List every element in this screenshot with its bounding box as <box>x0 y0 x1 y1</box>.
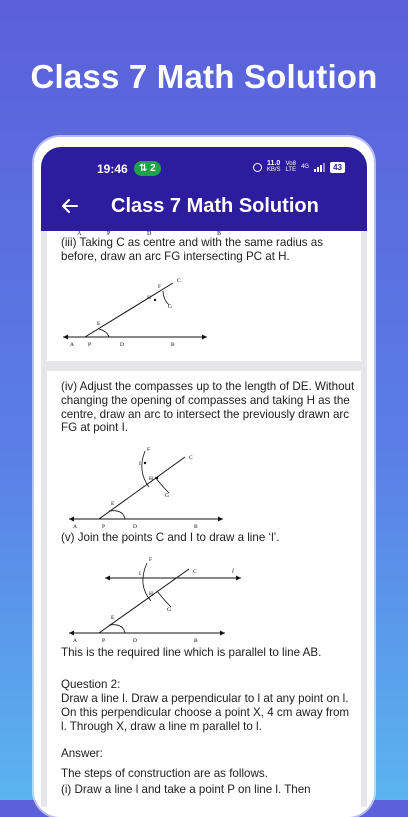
phone-frame <box>34 137 374 817</box>
svg-text:E: E <box>111 615 115 621</box>
app-bar-title: Class 7 Math Solution <box>111 195 319 217</box>
battery-icon: 43 <box>330 162 345 173</box>
svg-text:P: P <box>88 342 92 348</box>
svg-text:A: A <box>77 231 82 237</box>
network-type: Vo8 LTE <box>285 161 297 173</box>
svg-text:D: D <box>133 638 137 643</box>
svg-text:A: A <box>70 342 74 348</box>
question-label: Question 2: <box>61 678 121 691</box>
svg-text:P: P <box>107 231 111 237</box>
status-bar <box>41 147 367 189</box>
solution-content[interactable] <box>41 231 367 807</box>
svg-text:F: F <box>158 284 162 290</box>
answer-text: The steps of construction are as follows. <box>61 767 268 780</box>
svg-text:G: G <box>167 607 171 613</box>
solution-card <box>47 371 361 807</box>
svg-text:F: F <box>147 447 151 453</box>
svg-text:A: A <box>73 524 77 529</box>
svg-text:A: A <box>73 638 77 643</box>
svg-text:I: I <box>139 571 141 577</box>
svg-text:H: H <box>149 591 153 597</box>
svg-text:H: H <box>149 476 153 482</box>
figure-step-iii <box>61 271 211 353</box>
svg-text:B: B <box>217 231 222 237</box>
svg-text:G: G <box>165 493 169 499</box>
svg-text:F: F <box>149 557 153 563</box>
svg-text:H: H <box>147 295 151 301</box>
svg-text:C: C <box>177 278 181 284</box>
notification-badge: ⇅ 2 <box>134 161 161 176</box>
signal-type: 4G <box>301 164 310 170</box>
svg-text:C: C <box>189 455 193 461</box>
svg-text:I: I <box>139 461 141 467</box>
svg-text:D: D <box>147 231 152 237</box>
back-arrow-icon[interactable] <box>61 197 79 215</box>
alarm-icon <box>253 163 262 172</box>
svg-text:D: D <box>133 524 137 529</box>
partial-step-text: (i) Draw a line l and take a point P on line l. Then <box>61 783 311 796</box>
svg-text:B: B <box>194 524 198 529</box>
step-iii-text: (iii) Taking C as centre and with the same radius as before, draw an arc FG intersecting PC at H. <box>61 236 324 263</box>
net-speed: 11.0 KB/S <box>266 160 281 173</box>
figure-step-iv <box>67 447 227 529</box>
status-icons <box>253 161 345 173</box>
svg-text:C: C <box>193 569 197 575</box>
svg-text:P: P <box>102 638 106 643</box>
svg-text:E: E <box>111 501 115 507</box>
svg-text:P: P <box>102 524 106 529</box>
step-iv-text: (iv) Adjust the compasses up to the length of DE. Without changing the opening of compasses and taking H as the centre, draw an arc to intersect the previously drawn arc FG at point I. <box>61 380 355 435</box>
svg-text:B: B <box>171 342 175 348</box>
svg-text:E: E <box>97 321 101 327</box>
answer-label: Answer: <box>61 747 103 760</box>
step-v-text: (v) Join the points C and I to draw a line ‘l’. <box>61 531 280 544</box>
figure-step-v <box>67 551 242 643</box>
promo-title: Class 7 Math Solution <box>30 58 378 95</box>
question-text: Draw a line l. Draw a perpendicular to l at any point on l. On this perpendicular choose a point X, 4 cm away from l. Through X, draw a line m parallel to l. <box>61 692 350 733</box>
app-screen <box>41 147 367 807</box>
conclusion-text: This is the required line which is parallel to line AB. <box>61 646 322 659</box>
svg-text:G: G <box>168 304 172 310</box>
signal-icon <box>314 163 325 172</box>
solution-card <box>47 231 361 361</box>
svg-text:l: l <box>232 569 234 575</box>
svg-text:D: D <box>120 342 124 348</box>
svg-text:B: B <box>194 638 198 643</box>
status-time: 19:46 <box>97 162 128 176</box>
app-bar <box>41 147 367 231</box>
